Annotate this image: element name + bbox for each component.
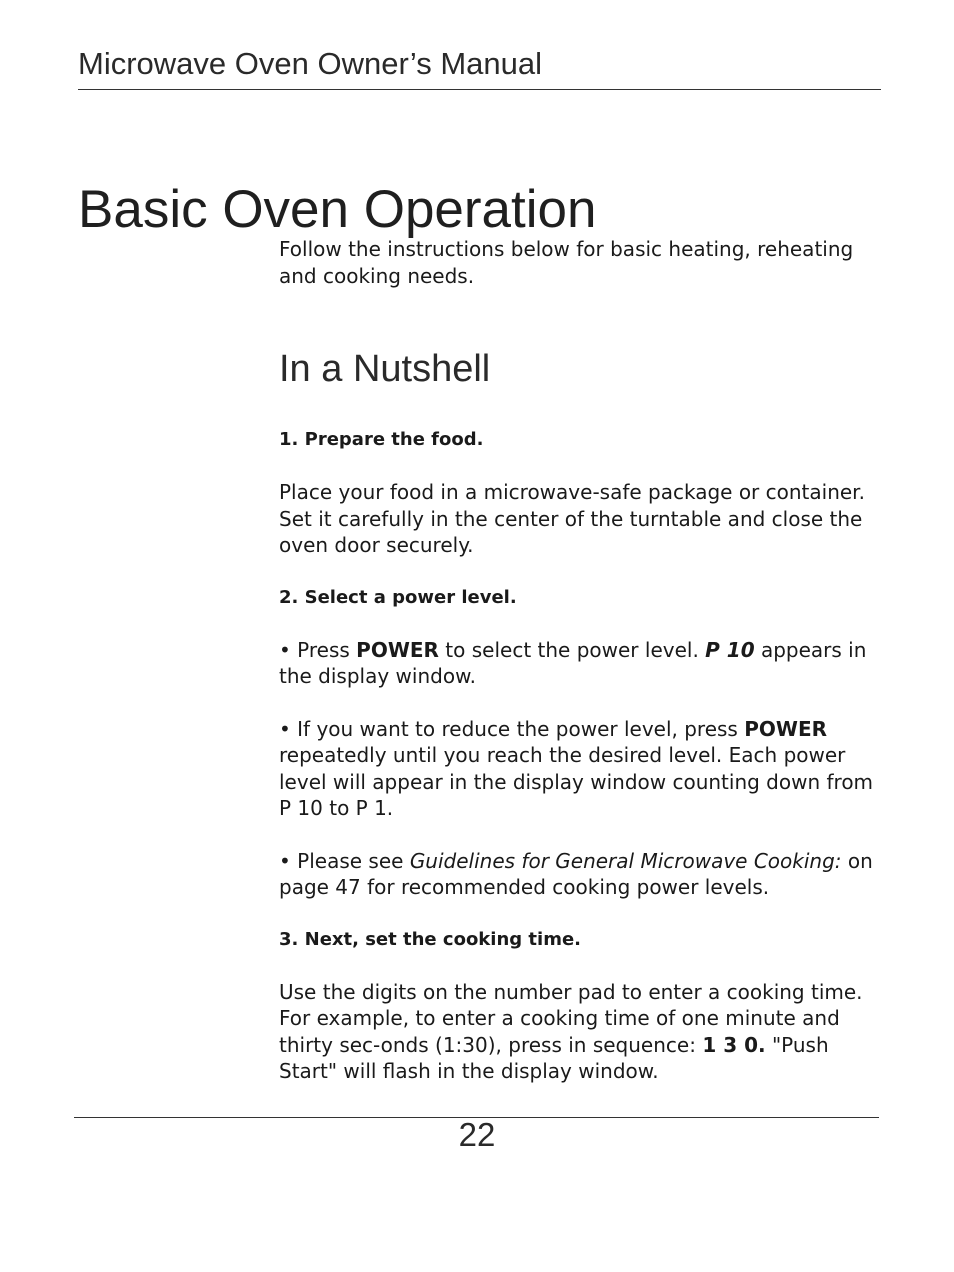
- step-3-heading: 3. Next, set the cooking time.: [279, 928, 581, 950]
- step-2-bullet-reduce: [279, 716, 874, 822]
- paragraph-text: Use the digits on the number pad to enter a cooking time. For example, to enter a cooking time of one minute and thirty sec-onds (1:30), press in sequence:: [279, 979, 863, 1057]
- bullet-text: on page 47 for recommended cooking power levels.: [279, 848, 873, 899]
- step-2-bullet-guidelines: [279, 848, 874, 901]
- section-heading: In a Nutshell: [279, 348, 491, 390]
- bullet-text: appears in the display window.: [279, 637, 867, 688]
- power-key-label: POWER: [744, 716, 828, 741]
- display-code: P 10: [705, 637, 755, 662]
- step-3-paragraph: [279, 979, 874, 1085]
- bullet-text: • If you want to reduce the power level, press: [279, 716, 745, 741]
- page-title: Basic Oven Operation: [78, 179, 597, 239]
- step-1-heading: 1. Prepare the food.: [279, 429, 484, 450]
- step-2-heading: 2. Select a power level.: [279, 586, 517, 608]
- main-content: [279, 236, 874, 1085]
- running-header: Microwave Oven Owner’s Manual: [78, 46, 543, 81]
- key-sequence: 1 3 0.: [702, 1032, 766, 1057]
- guidelines-reference: Guidelines for General Microwave Cooking:: [409, 848, 842, 873]
- header-divider: [78, 89, 881, 90]
- page-number: 22: [458, 1116, 496, 1153]
- step-1-paragraph: Place your food in a microwave-safe package or container. Set it carefully in the center of the turntable and close the oven door securely.: [279, 480, 865, 557]
- paragraph-text: "Push Start" will flash in the display window.: [279, 1032, 829, 1083]
- bullet-text: • Press: [279, 637, 357, 662]
- intro-paragraph: Follow the instructions below for basic heating, reheating and cooking needs.: [279, 237, 854, 288]
- power-key-label: POWER: [356, 637, 439, 662]
- bullet-text: to select the power level.: [438, 637, 706, 662]
- step-2-bullet-power: [279, 637, 874, 690]
- bullet-text: repeatedly until you reach the desired level. Each power level will appear in the display window counting down from P 10 to P 1.: [279, 743, 874, 820]
- bullet-text: • Please see: [279, 848, 410, 873]
